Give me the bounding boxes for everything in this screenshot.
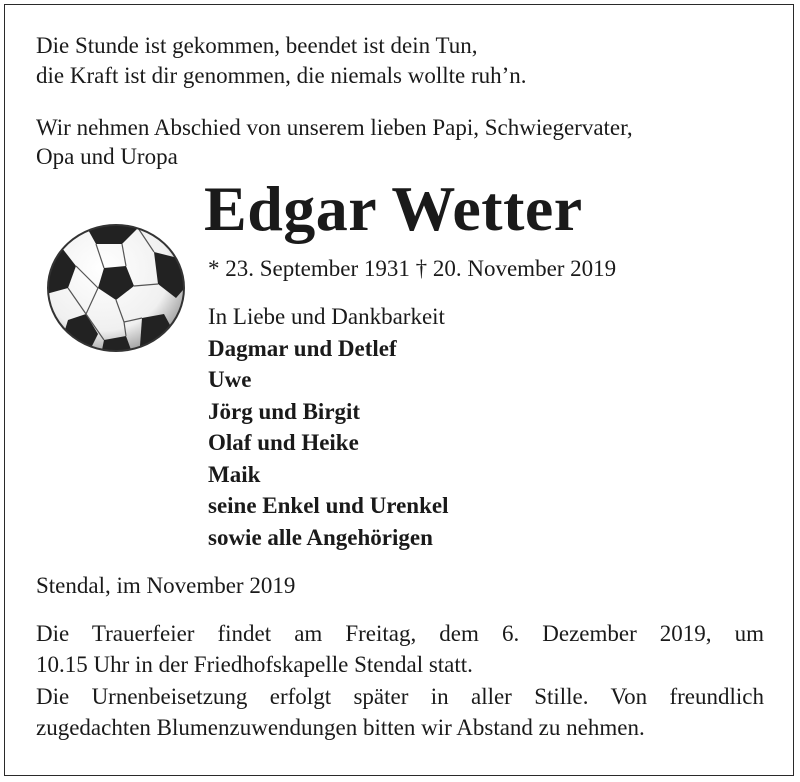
verse-line-2: die Kraft ist dir genommen, die niemals wollte ruh’n. (36, 63, 527, 88)
soccer-ball-icon (46, 222, 186, 354)
service-line-3: Die Urnenbeisetzung erfolgt später in aller Stille. Von freundlich (36, 684, 764, 709)
mourner-name: sowie alle Angehörigen (208, 525, 433, 550)
mourner-name: Maik (208, 462, 261, 487)
place-date: Stendal, im November 2019 (36, 573, 296, 598)
verse-line-1: Die Stunde ist gekommen, beendet ist dein Tun, (36, 33, 478, 58)
intro-line-2: Opa und Uropa (36, 144, 178, 169)
life-dates: * 23. September 1931 † 20. November 2019 (208, 256, 617, 281)
service-line-4: zugedachten Blumenzuwendungen bitten wir Abstand zu nehmen. (36, 715, 645, 740)
mourner-name: Dagmar und Detlef (208, 336, 397, 361)
intro-line-1: Wir nehmen Abschied von unserem lieben Papi, Schwiegervater, (36, 115, 633, 140)
service-line-2: 10.15 Uhr in der Friedhofskapelle Stendal statt. (36, 652, 473, 677)
mourner-name: Uwe (208, 367, 252, 392)
mourners-intro: In Liebe und Dankbarkeit (208, 304, 445, 329)
deceased-name: Edgar Wetter (204, 173, 583, 244)
mourner-name: Jörg und Birgit (208, 399, 361, 424)
mourner-name: seine Enkel und Urenkel (208, 493, 449, 518)
mourner-name: Olaf und Heike (208, 430, 359, 455)
service-line-1: Die Trauerfeier findet am Freitag, dem 6. Dezember 2019, um (36, 621, 764, 646)
